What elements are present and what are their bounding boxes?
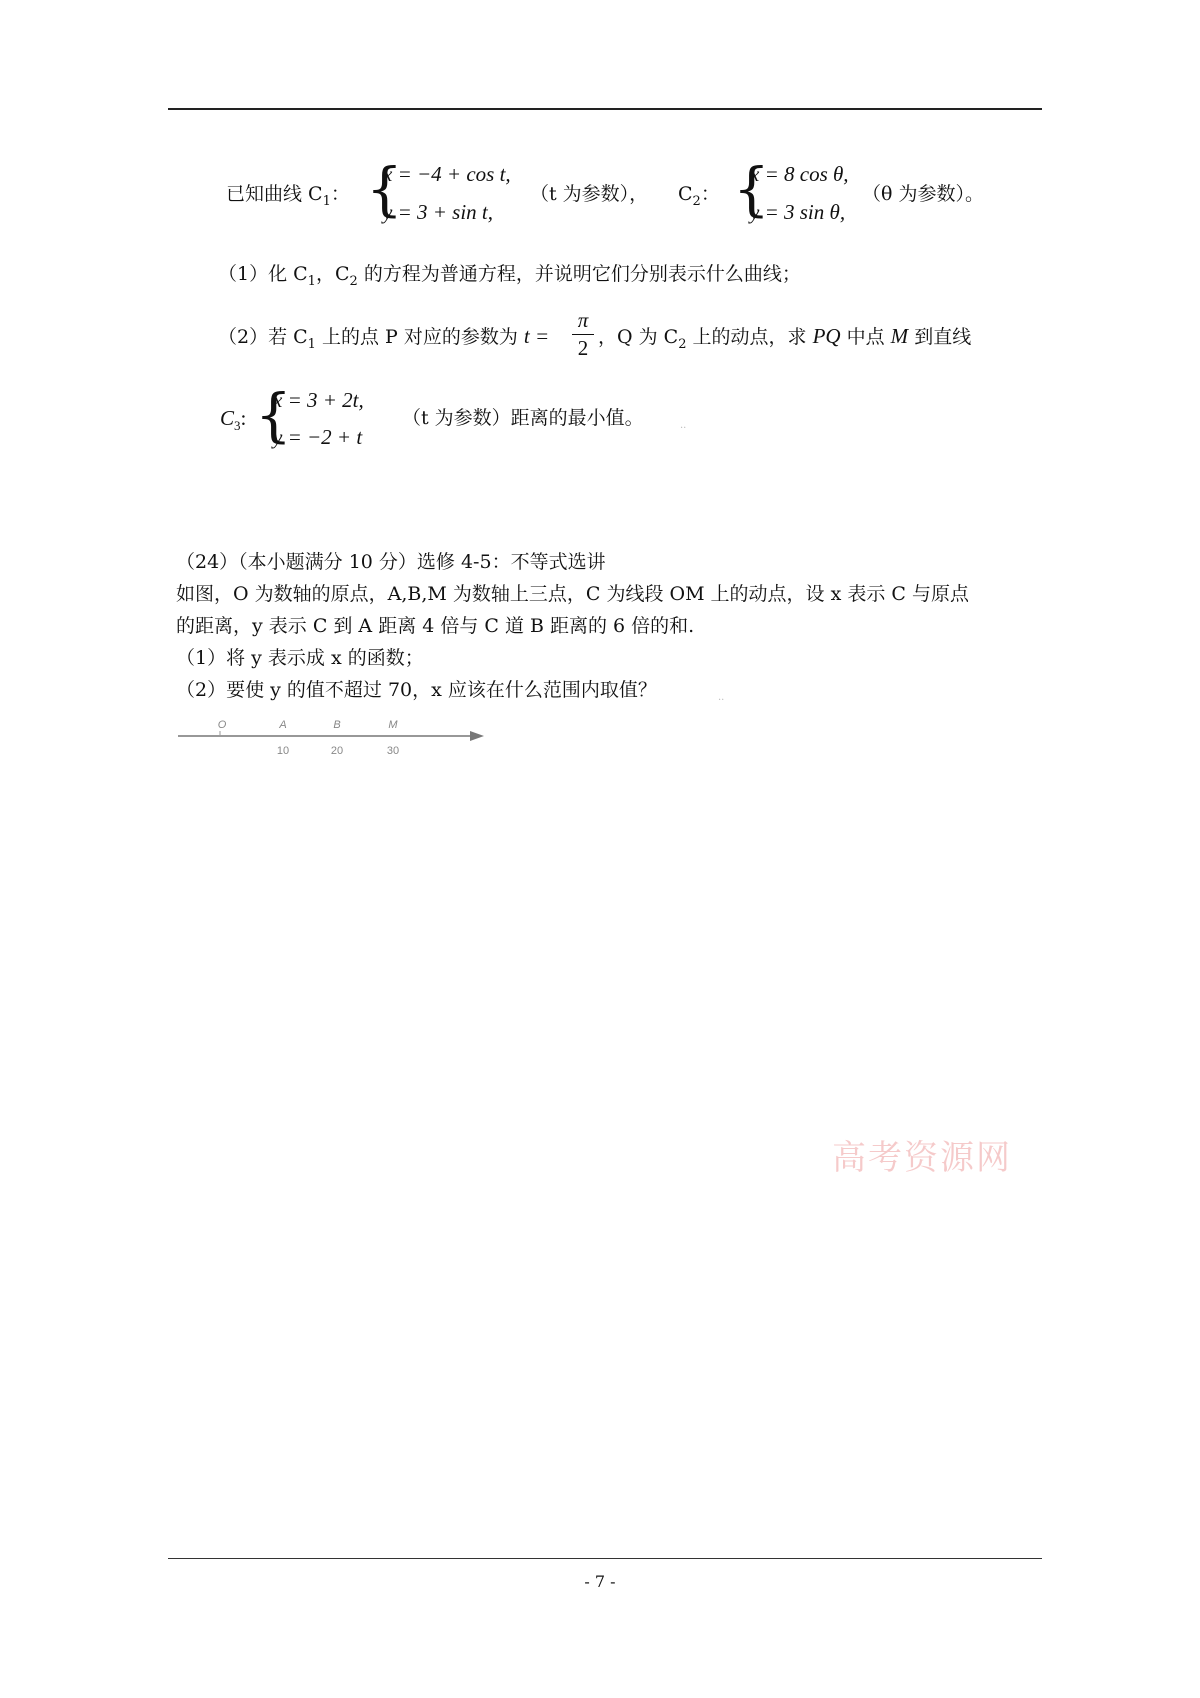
c3-equation-x: x = 3 + 2t,: [273, 388, 364, 412]
axis-value-30: 30: [386, 745, 400, 757]
page-number: - 7 -: [584, 1572, 616, 1591]
axis-label-o: O: [217, 719, 227, 731]
arrow-head-icon: [470, 731, 484, 741]
c2-parameter-note: （θ 为参数）。: [862, 183, 984, 205]
axis-label-a: A: [279, 719, 287, 731]
header-rule: [168, 108, 1042, 110]
curve-c3-label: $C_3$:: [220, 406, 247, 433]
footer-rule: [168, 1558, 1042, 1559]
c1-equation-x: x = −4 + cos t,: [383, 162, 511, 186]
question-2-continued: ，Q 为 $C_2$ 上的动点，求 PQ 中点 M 到直线: [598, 324, 972, 352]
question-1: （1）化 $C_1$，$C_2$ 的方程为普通方程，并说明它们分别表示什么曲线；: [218, 263, 801, 289]
problem-24-question-1: （1）将 y 表示成 x 的函数；: [176, 647, 424, 669]
problem-24-question-2: （2）要使 y 的值不超过 70，x 应该在什么范围内取值？: [176, 679, 657, 701]
number-line-figure: [172, 710, 492, 770]
pi-over-2-fraction: π 2: [572, 308, 594, 361]
c1-equation-y: y = 3 + sin t,: [383, 200, 494, 224]
curve-c2-label: $C_2$：: [678, 183, 720, 209]
problem-24-line-1: 如图，O 为数轴的原点，A,B,M 为数轴上三点，C 为线段 OM 上的动点，设 x 表示 C 与原点: [176, 583, 969, 605]
c3-equation-y: y = −2 + t: [273, 425, 363, 449]
problem-24-line-2: 的距离，y 表示 C 到 A 距离 4 倍与 C 道 B 距离的 6 倍的和.: [176, 615, 695, 637]
problem-24-title: （24）（本小题满分 10 分）选修 4-5：不等式选讲: [176, 551, 606, 573]
c1-parameter-note: （t 为参数），: [530, 183, 649, 205]
axis-value-20: 20: [330, 745, 344, 757]
axis-label-m: M: [388, 719, 398, 731]
c3-brace: {: [255, 381, 292, 449]
c1-brace: {: [366, 155, 403, 223]
curve-c1-intro: 已知曲线 $C_1$：: [226, 183, 350, 209]
c3-tail-text: （t 为参数）距离的最小值。: [402, 407, 644, 429]
stray-mark: ..: [680, 420, 687, 431]
axis-value-10: 10: [276, 745, 290, 757]
stray-mark: ..: [718, 692, 725, 703]
c2-equation-x: x = 8 cos θ,: [750, 162, 849, 186]
c2-brace: {: [733, 155, 770, 223]
watermark-stamp: 高考资源网: [832, 1138, 1012, 1178]
question-2: （2）若 $C_1$ 上的点 P 对应的参数为 t =: [218, 324, 550, 352]
axis-label-b: B: [333, 719, 341, 731]
c2-equation-y: y = 3 sin θ,: [750, 200, 846, 224]
